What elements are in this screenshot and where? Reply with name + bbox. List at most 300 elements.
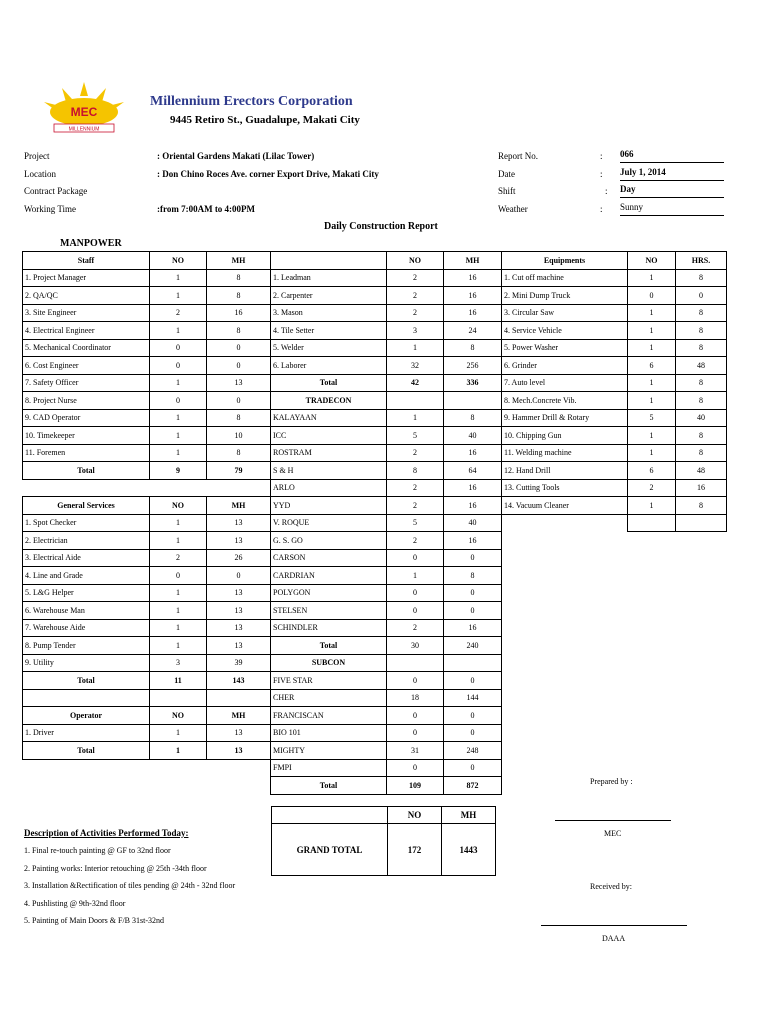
- empty-space: [502, 549, 628, 567]
- equipment-row-no: 1: [628, 339, 676, 357]
- general-services-row-no: 0: [150, 567, 207, 585]
- equipment-row-no: 6: [628, 462, 676, 480]
- labor-no-header: NO: [387, 252, 444, 270]
- staff-row-no: 1: [150, 409, 207, 427]
- table-row: [23, 304, 727, 322]
- general-services-row-mh: 13: [207, 584, 271, 602]
- general-services-mh-header: MH: [207, 497, 271, 515]
- staff-row-mh: 16: [207, 304, 271, 322]
- equipment-row-no: 1: [628, 322, 676, 340]
- tradecon-total-mh: 240: [444, 637, 502, 655]
- equipment-row-hrs: 8: [676, 339, 727, 357]
- tradecon-row-no: 2: [387, 497, 444, 515]
- staff-row-no: 1: [150, 374, 207, 392]
- table-row: [23, 549, 727, 567]
- grand-total-mh-header: MH: [442, 807, 496, 824]
- contract-package-label: Contract Package: [24, 186, 88, 196]
- operator-total-no: 1: [150, 742, 207, 760]
- labor-row-mh: 8: [444, 339, 502, 357]
- tradecon-row-label: SCHINDLER: [271, 619, 387, 637]
- general-services-row-no: 1: [150, 637, 207, 655]
- empty-space: [207, 759, 271, 777]
- staff-row-mh: 8: [207, 444, 271, 462]
- labor-row-mh: 16: [444, 304, 502, 322]
- subcon-title: SUBCON: [271, 654, 387, 672]
- subcon-total-label: Total: [271, 777, 387, 795]
- date-colon: :: [600, 169, 603, 179]
- operator-row-label: 1. Driver: [23, 724, 150, 742]
- subcon-row-mh: 0: [444, 724, 502, 742]
- project-label: Project: [24, 151, 50, 161]
- labor-mh-header: MH: [444, 252, 502, 270]
- table-row: [23, 654, 727, 672]
- staff-row-mh: 0: [207, 392, 271, 410]
- general-services-row-mh: 39: [207, 654, 271, 672]
- tradecon-row-no: 5: [387, 427, 444, 445]
- operator-row-mh: 13: [207, 724, 271, 742]
- subcon-row-no: 0: [387, 672, 444, 690]
- equipment-row-label: 2. Mini Dump Truck: [502, 287, 628, 305]
- table-row: [23, 514, 727, 532]
- empty-space: [628, 567, 676, 585]
- empty-space: [502, 567, 628, 585]
- subcon-row-mh: 0: [444, 672, 502, 690]
- equipment-row-no: 1: [628, 497, 676, 515]
- subcon-row-mh: 0: [444, 759, 502, 777]
- prepared-by-org: MEC: [604, 829, 622, 838]
- general-services-header: General Services: [23, 497, 150, 515]
- project-value: : Oriental Gardens Makati (Lilac Tower): [157, 151, 315, 161]
- tradecon-row-no: 2: [387, 532, 444, 550]
- equipment-row-no: 1: [628, 392, 676, 410]
- empty-space: [628, 777, 676, 795]
- staff-row-no: 0: [150, 392, 207, 410]
- tradecon-row-no: 0: [387, 602, 444, 620]
- received-by-line: [541, 924, 687, 926]
- subcon-row-mh: 248: [444, 742, 502, 760]
- equipment-row-hrs: 8: [676, 444, 727, 462]
- tradecon-row-mh: 0: [444, 549, 502, 567]
- labor-row-label: 1. Leadman: [271, 269, 387, 287]
- operator-mh-header: MH: [207, 707, 271, 725]
- staff-row-label: 2. QA/QC: [23, 287, 150, 305]
- staff-row-label: 8. Project Nurse: [23, 392, 150, 410]
- activity-item: 4. Pushlisting @ 9th-32nd floor: [24, 899, 126, 908]
- staff-row-mh: 0: [207, 339, 271, 357]
- subcon-row-label: BIO 101: [271, 724, 387, 742]
- empty-space: [676, 584, 727, 602]
- general-services-row-mh: 13: [207, 532, 271, 550]
- activity-item: 3. Installation &Rectification of tiles pending @ 24th - 32nd floor: [24, 881, 236, 890]
- subcon-row-mh: 144: [444, 689, 502, 707]
- empty-space: [628, 672, 676, 690]
- weather-value: Sunny: [620, 202, 724, 216]
- equipment-row-label: 14. Vacuum Cleaner: [502, 497, 628, 515]
- general-services-row-mh: 26: [207, 549, 271, 567]
- empty-space: [676, 549, 727, 567]
- general-services-total-no: 11: [150, 672, 207, 690]
- working-time-value: :from 7:00AM to 4:00PM: [157, 204, 256, 214]
- staff-row-label: 10. Timekeeper: [23, 427, 150, 445]
- empty-space: [502, 689, 628, 707]
- tradecon-row-mh: 16: [444, 497, 502, 515]
- general-services-row-mh: 13: [207, 619, 271, 637]
- table-row: [23, 742, 727, 760]
- general-services-total-label: Total: [23, 672, 150, 690]
- tradecon-row-label: POLYGON: [271, 584, 387, 602]
- equipment-row-label: 1. Cut off machine: [502, 269, 628, 287]
- activity-item: 2. Painting works: Interior retouching @ 25th -34th floor: [24, 864, 207, 873]
- equipment-row-label: 7. Auto level: [502, 374, 628, 392]
- equipment-row-no: 6: [628, 357, 676, 375]
- empty-space: [23, 777, 150, 795]
- staff-no-header: NO: [150, 252, 207, 270]
- equipment-row-hrs: 48: [676, 462, 727, 480]
- table-row: [23, 287, 727, 305]
- table-row: [23, 497, 727, 515]
- labor-row-label: 6. Laborer: [271, 357, 387, 375]
- grand-total-mh: 1443: [442, 824, 496, 876]
- empty-space: [628, 689, 676, 707]
- general-services-row-label: 8. Pump Tender: [23, 637, 150, 655]
- table-row: [23, 532, 727, 550]
- labor-row-label: 4. Tile Setter: [271, 322, 387, 340]
- subcon-row-no: 0: [387, 707, 444, 725]
- empty-space: [676, 602, 727, 620]
- date-value: July 1, 2014: [620, 167, 724, 181]
- equipment-row-hrs: 8: [676, 322, 727, 340]
- staff-row-label: 6. Cost Engineer: [23, 357, 150, 375]
- staff-row-no: 1: [150, 444, 207, 462]
- subcon-row-no: 0: [387, 759, 444, 777]
- equipment-row-label: 12. Hand Drill: [502, 462, 628, 480]
- equipment-row-hrs: 8: [676, 269, 727, 287]
- operator-header: Operator: [23, 707, 150, 725]
- shift-colon: :: [605, 186, 608, 196]
- tradecon-row-label: YYD: [271, 497, 387, 515]
- working-time-label: Working Time: [24, 204, 77, 214]
- empty-space: [502, 724, 628, 742]
- activity-item: 5. Painting of Main Doors & F/B 31st-32nd: [24, 916, 165, 925]
- labor-row-mh: 16: [444, 287, 502, 305]
- tradecon-row-label: S & H: [271, 462, 387, 480]
- general-services-row-no: 1: [150, 584, 207, 602]
- empty-space: [502, 742, 628, 760]
- blank-cell: [628, 514, 676, 532]
- empty-space: [502, 707, 628, 725]
- general-services-row-mh: 13: [207, 602, 271, 620]
- tradecon-row-no: 8: [387, 462, 444, 480]
- tradecon-row-no: 2: [387, 479, 444, 497]
- table-row: [23, 409, 727, 427]
- staff-row-mh: 0: [207, 357, 271, 375]
- general-services-no-header: NO: [150, 497, 207, 515]
- staff-total-mh: 79: [207, 462, 271, 480]
- empty-space: [676, 707, 727, 725]
- table-row: [23, 602, 727, 620]
- empty-space: [502, 602, 628, 620]
- labor-total-label: Total: [271, 374, 387, 392]
- table-row: [23, 584, 727, 602]
- empty-space: [676, 619, 727, 637]
- tradecon-row-mh: 8: [444, 567, 502, 585]
- empty-space: [502, 584, 628, 602]
- tradecon-row-label: CARSON: [271, 549, 387, 567]
- equipment-row-hrs: 8: [676, 392, 727, 410]
- labor-row-mh: 24: [444, 322, 502, 340]
- staff-row-mh: 10: [207, 427, 271, 445]
- equipment-row-no: 1: [628, 304, 676, 322]
- empty-space: [676, 637, 727, 655]
- staff-row-label: 4. Electrical Engineer: [23, 322, 150, 340]
- staff-row-no: 0: [150, 339, 207, 357]
- blank-cell: [444, 392, 502, 410]
- tradecon-row-mh: 40: [444, 427, 502, 445]
- general-services-row-label: 4. Line and Grade: [23, 567, 150, 585]
- general-services-row-no: 1: [150, 619, 207, 637]
- labor-total-mh: 336: [444, 374, 502, 392]
- tradecon-row-mh: 64: [444, 462, 502, 480]
- empty-space: [502, 759, 628, 777]
- table-row: [23, 357, 727, 375]
- equipment-row-no: 2: [628, 479, 676, 497]
- empty-space: [676, 689, 727, 707]
- weather-colon: :: [600, 204, 603, 214]
- manpower-label: MANPOWER: [60, 238, 122, 249]
- equipment-row-label: 10. Chipping Gun: [502, 427, 628, 445]
- table-row: [23, 479, 727, 497]
- staff-mh-header: MH: [207, 252, 271, 270]
- general-services-row-label: 7. Warehouse Aide: [23, 619, 150, 637]
- staff-row-no: 1: [150, 322, 207, 340]
- operator-total-label: Total: [23, 742, 150, 760]
- tradecon-total-label: Total: [271, 637, 387, 655]
- tradecon-row-mh: 16: [444, 619, 502, 637]
- shift-value: Day: [620, 184, 724, 198]
- subcon-row-label: CHER: [271, 689, 387, 707]
- staff-row-no: 1: [150, 287, 207, 305]
- prepared-by-line: [555, 819, 671, 821]
- empty-space: [502, 619, 628, 637]
- empty-space: [502, 654, 628, 672]
- empty-space: [502, 514, 628, 532]
- staff-row-label: 9. CAD Operator: [23, 409, 150, 427]
- equipment-row-label: 11. Welding machine: [502, 444, 628, 462]
- shift-label: Shift: [498, 186, 516, 196]
- blank-cell: [23, 689, 150, 707]
- labor-row-mh: 16: [444, 269, 502, 287]
- general-services-row-label: 1. Spot Checker: [23, 514, 150, 532]
- company-logo: [36, 80, 132, 134]
- table-row: [23, 759, 727, 777]
- tradecon-row-label: G. S. GO: [271, 532, 387, 550]
- staff-row-no: 1: [150, 269, 207, 287]
- logo-text: MEC: [70, 105, 98, 119]
- empty-space: [628, 654, 676, 672]
- tradecon-row-label: ICC: [271, 427, 387, 445]
- tradecon-row-label: KALAYAAN: [271, 409, 387, 427]
- empty-space: [628, 742, 676, 760]
- subcon-row-label: FMPI: [271, 759, 387, 777]
- table-row: [23, 339, 727, 357]
- general-services-row-mh: 13: [207, 637, 271, 655]
- grand-total-no: 172: [388, 824, 442, 876]
- equipment-row-label: 13. Cutting Tools: [502, 479, 628, 497]
- empty-space: [628, 602, 676, 620]
- general-services-row-no: 1: [150, 532, 207, 550]
- table-row: [23, 619, 727, 637]
- general-services-row-mh: 0: [207, 567, 271, 585]
- prepared-by-label: Prepared by :: [590, 777, 633, 786]
- empty-space: [628, 724, 676, 742]
- report-no-value: 066: [620, 149, 724, 163]
- equipment-row-hrs: 8: [676, 427, 727, 445]
- tradecon-row-label: ARLO: [271, 479, 387, 497]
- general-services-row-label: 3. Electrical Aide: [23, 549, 150, 567]
- blank-cell: [444, 654, 502, 672]
- empty-space: [676, 742, 727, 760]
- operator-no-header: NO: [150, 707, 207, 725]
- tradecon-row-mh: 16: [444, 444, 502, 462]
- tradecon-title: TRADECON: [271, 392, 387, 410]
- empty-space: [676, 532, 727, 550]
- table-row: [23, 707, 727, 725]
- equipment-row-hrs: 48: [676, 357, 727, 375]
- staff-row-mh: 13: [207, 374, 271, 392]
- subcon-row-label: MIGHTY: [271, 742, 387, 760]
- subcon-total-mh: 872: [444, 777, 502, 795]
- staff-total-no: 9: [150, 462, 207, 480]
- report-no-label: Report No.: [498, 151, 538, 161]
- activity-item: 1. Final re-touch painting @ GF to 32nd floor: [24, 846, 171, 855]
- empty-space: [207, 777, 271, 795]
- empty-space: [502, 672, 628, 690]
- weather-label: Weather: [498, 204, 528, 214]
- grand-total-table: [271, 806, 496, 876]
- staff-row-mh: 8: [207, 322, 271, 340]
- table-row: [23, 462, 727, 480]
- logo-subtext: MILLENNIUM: [68, 126, 100, 133]
- subcon-total-no: 109: [387, 777, 444, 795]
- equipment-no-header: NO: [628, 252, 676, 270]
- tradecon-row-no: 5: [387, 514, 444, 532]
- tradecon-row-mh: 8: [444, 409, 502, 427]
- blank-cell: [676, 514, 727, 532]
- table-row: [23, 724, 727, 742]
- labor-row-label: 5. Welder: [271, 339, 387, 357]
- equipment-row-no: 1: [628, 374, 676, 392]
- staff-row-mh: 8: [207, 409, 271, 427]
- equipment-hrs-header: HRS.: [676, 252, 727, 270]
- tradecon-row-no: 2: [387, 444, 444, 462]
- equipment-row-label: 9. Hammer Drill & Rotary: [502, 409, 628, 427]
- labor-row-label: 2. Carpenter: [271, 287, 387, 305]
- equipment-row-label: 5. Power Washer: [502, 339, 628, 357]
- empty-space: [628, 584, 676, 602]
- table-row: [23, 269, 727, 287]
- subcon-row-label: FIVE STAR: [271, 672, 387, 690]
- company-name: Millennium Erectors Corporation: [150, 94, 353, 109]
- empty-space: [150, 479, 207, 497]
- labor-row-no: 3: [387, 322, 444, 340]
- general-services-row-no: 2: [150, 549, 207, 567]
- staff-row-mh: 8: [207, 269, 271, 287]
- empty-space: [676, 672, 727, 690]
- grand-total-no-header: NO: [388, 807, 442, 824]
- tradecon-row-mh: 16: [444, 479, 502, 497]
- location-value: : Don Chino Roces Ave. corner Export Drive, Makati City: [157, 169, 379, 179]
- equipment-row-hrs: 0: [676, 287, 727, 305]
- empty-space: [502, 532, 628, 550]
- table-row: [23, 392, 727, 410]
- staff-row-mh: 8: [207, 287, 271, 305]
- date-label: Date: [498, 169, 515, 179]
- tradecon-row-label: ROSTRAM: [271, 444, 387, 462]
- equipment-row-label: 4. Service Vehicle: [502, 322, 628, 340]
- tradecon-row-no: 2: [387, 619, 444, 637]
- operator-row-no: 1: [150, 724, 207, 742]
- subcon-row-mh: 0: [444, 707, 502, 725]
- company-address: 9445 Retiro St., Guadalupe, Makati City: [170, 114, 360, 126]
- labor-row-no: 2: [387, 269, 444, 287]
- blank-cell: [150, 689, 207, 707]
- tradecon-row-mh: 0: [444, 584, 502, 602]
- empty-space: [628, 619, 676, 637]
- general-services-row-label: 2. Electrician: [23, 532, 150, 550]
- tradecon-row-no: 1: [387, 567, 444, 585]
- equipment-row-hrs: 40: [676, 409, 727, 427]
- labor-row-no: 2: [387, 287, 444, 305]
- staff-header: Staff: [23, 252, 150, 270]
- report-no-colon: :: [600, 151, 603, 161]
- labor-total-no: 42: [387, 374, 444, 392]
- staff-row-label: 7. Safety Officer: [23, 374, 150, 392]
- general-services-row-label: 5. L&G Helper: [23, 584, 150, 602]
- empty-space: [628, 549, 676, 567]
- table-row: [23, 427, 727, 445]
- staff-row-label: 5. Mechanical Coordinator: [23, 339, 150, 357]
- received-by-label: Received by:: [590, 882, 632, 891]
- location-label: Location: [24, 169, 56, 179]
- empty-space: [676, 654, 727, 672]
- subcon-row-no: 31: [387, 742, 444, 760]
- staff-row-label: 3. Site Engineer: [23, 304, 150, 322]
- labor-row-no: 1: [387, 339, 444, 357]
- equipment-row-label: 8. Mech.Concrete Vib.: [502, 392, 628, 410]
- table-row: [23, 672, 727, 690]
- table-row: [23, 689, 727, 707]
- labor-row-no: 2: [387, 304, 444, 322]
- labor-row-label: 3. Mason: [271, 304, 387, 322]
- labor-row-no: 32: [387, 357, 444, 375]
- empty-space: [628, 637, 676, 655]
- report-title: Daily Construction Report: [324, 221, 438, 232]
- empty-space: [628, 707, 676, 725]
- blank-cell: [387, 654, 444, 672]
- tradecon-row-label: CARDRIAN: [271, 567, 387, 585]
- subcon-row-no: 18: [387, 689, 444, 707]
- operator-total-mh: 13: [207, 742, 271, 760]
- equipment-row-hrs: 8: [676, 374, 727, 392]
- tradecon-row-no: 0: [387, 584, 444, 602]
- empty-space: [150, 777, 207, 795]
- table-row: [23, 637, 727, 655]
- tradecon-row-label: V. ROQUE: [271, 514, 387, 532]
- activities-title: Description of Activities Performed Today:: [24, 828, 189, 838]
- staff-row-label: 1. Project Manager: [23, 269, 150, 287]
- general-services-total-mh: 143: [207, 672, 271, 690]
- general-services-row-label: 6. Warehouse Man: [23, 602, 150, 620]
